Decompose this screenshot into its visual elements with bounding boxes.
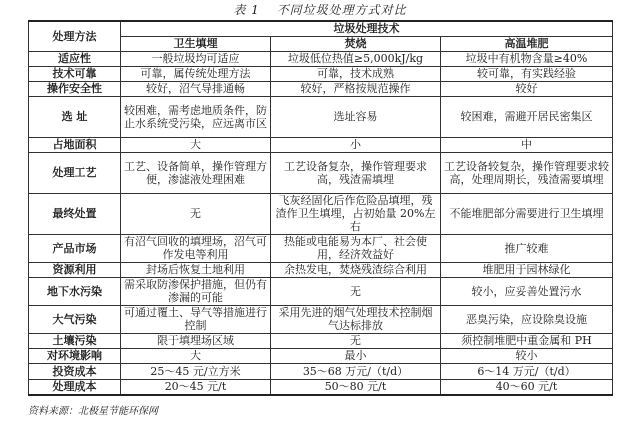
table-row [29,137,613,152]
table-row [29,363,613,379]
row-label: 对环境影响 [29,348,121,363]
table-row [29,262,613,277]
row-label: 技术可靠 [29,66,121,81]
table-cell: 无 [271,333,441,348]
row-label: 大气污染 [29,305,121,333]
table-cell: 工艺设备复杂，操作管理要求高，残渣需填埋 [271,152,441,193]
table-row [29,379,613,395]
table-cell: 垃圾中有机物含量≥40% [441,51,613,66]
row-label: 投资成本 [29,363,121,379]
table-cell: 最小 [271,348,441,363]
table-cell: 大 [121,137,271,152]
row-label: 地下水污染 [29,277,121,305]
table-cell: 封场后恢复土地利用 [121,262,271,277]
table-row [29,234,613,262]
table-cell: 40～60 元/t [441,379,613,395]
table-cell: 须控制堆肥中重金属和 PH [441,333,613,348]
row-label: 最终处置 [29,193,121,234]
row-label: 产品市场 [29,234,121,262]
table-cell: 20～45 元/t [121,379,271,395]
table-cell: 有沼气回收的填埋场，沼气可作发电等利用 [121,234,271,262]
method-header-incineration: 焚烧 [271,36,441,51]
table-cell: 工艺设备较复杂，操作管理要求较高，处理周期长，残渣需要填埋 [441,152,613,193]
table-cell: 堆肥用于园林绿化 [441,262,613,277]
table-cell: 热能或电能易为本厂、社会使用，经济效益好 [271,234,441,262]
table-row [29,51,613,66]
table-cell: 较困难，需避开居民密集区 [441,96,613,137]
table-cell: 较可靠，有实践经验 [441,66,613,81]
row-label: 处理成本 [29,379,121,395]
table-cell: 飞灰经固化后作危险品填埋，残渣作卫生填埋，占初始量 20%左右 [271,193,441,234]
row-label: 适应性 [29,51,121,66]
table-cell: 较好 [441,81,613,96]
table-cell: 一般垃圾均可适应 [121,51,271,66]
table-cell: 不能堆肥部分需要进行卫生填埋 [441,193,613,234]
table-cell: 中 [441,137,613,152]
table-row [29,81,613,96]
method-header-landfill: 卫生填埋 [121,36,271,51]
row-label: 土壤污染 [29,333,121,348]
table-row [29,152,613,193]
table-cell: 选址容易 [271,96,441,137]
row-label: 选 址 [29,96,121,137]
table-row [29,193,613,234]
table-cell: 需采取防渗保护措施，但仍有渗漏的可能 [121,277,271,305]
table-row [29,348,613,363]
table-row [29,96,613,137]
table-cell: 可通过覆土、导气等措施进行控制 [121,305,271,333]
table-cell: 25～45 元/立方米 [121,363,271,379]
table-cell: 无 [271,277,441,305]
table-row [29,333,613,348]
table-cell: 推广较难 [441,234,613,262]
table-cell: 可靠，技术成熟 [271,66,441,81]
row-label: 处理工艺 [29,152,121,193]
table-number: 表 1 [233,3,260,17]
table-cell: 恶臭污染，应设除臭设施 [441,305,613,333]
table-cell: 可靠，属传统处理方法 [121,66,271,81]
table-row [29,66,613,81]
table-cell: 工艺、设备简单，操作管理方便，渗滤液处理困难 [121,152,271,193]
table-cell: 6～14 万元/（t/d） [441,363,613,379]
table-cell: 较好，严格按规范操作 [271,81,441,96]
table-cell: 较好，沼气导排通畅 [121,81,271,96]
table-cell: 采用先进的烟气处理技术控制烟气达标排放 [271,305,441,333]
table-cell: 较小，应妥善处置污水 [441,277,613,305]
table-cell: 余热发电，焚烧残渣综合利用 [271,262,441,277]
table-cell: 较困难，需考虑地质条件，防止水系统受污染，应远离市区 [121,96,271,137]
table-row [29,277,613,305]
table-cell: 限于填埋场区域 [121,333,271,348]
table-cell: 35～68 万元/（t/d） [271,363,441,379]
group-header: 垃圾处理技术 [121,21,613,36]
row-label-header: 处理方法 [29,21,121,51]
table-row [29,305,613,333]
row-label: 占地面积 [29,137,121,152]
table-cell: 较小 [441,348,613,363]
method-header-composting: 高温堆肥 [441,36,613,51]
table-cell: 50～80 元/t [271,379,441,395]
comparison-table [28,20,613,396]
row-label: 操作安全性 [29,81,121,96]
table-caption [0,2,640,18]
table-title: 不同垃圾处理方式对比 [276,3,407,17]
table-cell: 垃圾低位热值≥5,000kJ/kg [271,51,441,66]
table-cell: 大 [121,348,271,363]
source-note: 资料来源：北极星节能环保网 [28,406,158,417]
table-cell: 小 [271,137,441,152]
row-label: 资源利用 [29,262,121,277]
table-cell: 无 [121,193,271,234]
